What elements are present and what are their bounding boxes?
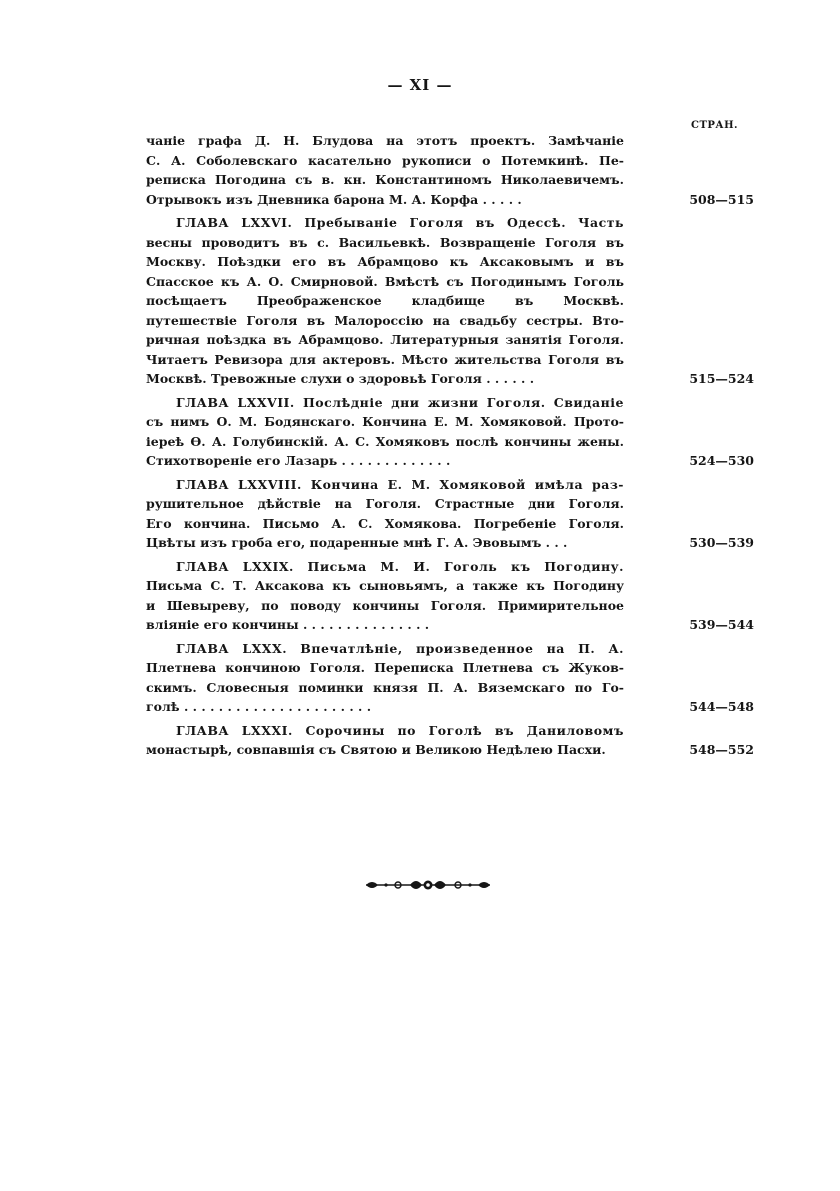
toc-line: Отрывокъ изъ Дневника барона М. А. Корфа . . . . . — [146, 191, 522, 207]
toc-line: чаніе графа Д. Н. Блудова на этотъ проектъ. Замѣчаніе — [146, 133, 624, 148]
toc-page-range: 548—552 — [689, 742, 754, 757]
toc-line: С. А. Соболевскаго касательно рукописи о Потемкинѣ. Пе- — [146, 152, 624, 168]
toc-line: весны проводитъ въ с. Васильевкѣ. Возвращеніе Гоголя въ — [146, 234, 624, 250]
toc-line: Плетнева кончиною Гоголя. Переписка Плетнева съ Жуков- — [146, 660, 624, 675]
toc-entry-text — [146, 131, 624, 209]
toc-entry — [146, 721, 754, 760]
toc-page-range: 530—539 — [689, 535, 754, 550]
toc-line: рушительное дѣйствіе на Гоголя. Страстные дни Гоголя. — [146, 496, 624, 511]
page-folio: — XI — — [387, 76, 453, 94]
toc-page-range: 544—548 — [689, 699, 754, 714]
toc-line: вліяніе его кончины . . . . . . . . . . . . . . . — [146, 617, 430, 632]
toc-line: монастырѣ, совпавшія съ Святою и Великою Недѣлею Пасхи. — [146, 742, 606, 757]
toc-line: іереѣ Ѳ. А. Голубинскій. А. С. Хомяковъ послѣ кончины жены. — [146, 433, 624, 449]
toc-line: ГЛАВА LXXVI. Пребываніе Гоголя въ Одессѣ. Часть — [176, 215, 624, 230]
toc-line: Цвѣты изъ гроба его, подаренные мнѣ Г. А. Эвовымъ . . . — [146, 535, 568, 550]
toc-line: ГЛАВА LXXXI. Сорочины по Гоголѣ въ Даниловомъ — [176, 722, 624, 738]
toc-entry-text — [146, 213, 624, 389]
toc-line: голѣ . . . . . . . . . . . . . . . . . . . . . . — [146, 699, 372, 714]
toc-line: Москвѣ. Тревожные слухи о здоровьѣ Гоголя . . . . . . — [146, 371, 535, 386]
toc-line: ГЛАВА LXXX. Впечатлѣніе, произведенное на П. А. — [176, 640, 624, 656]
toc-line: посѣщаетъ Преображенское кладбище въ Москвѣ. — [146, 293, 624, 308]
toc-entry-text — [146, 557, 624, 635]
toc-entry-text — [146, 721, 624, 760]
toc-line: ГЛАВА LXXIX. Письма М. И. Гоголь къ Погодину. — [176, 558, 624, 574]
toc-line: Читаетъ Ревизора для актеровъ. Мѣсто жительства Гоголя въ — [146, 351, 624, 367]
toc-line: ГЛАВА LXXVII. Послѣдніе дни жизни Гоголя. Свиданіе — [176, 394, 624, 410]
toc-line: и Шевыреву, по поводу кончины Гоголя. Примирительное — [146, 597, 624, 613]
toc-line: путешествіе Гоголя въ Малороссію на свадьбу сестры. Вто- — [146, 312, 624, 328]
pages-column-header: СТРАН. — [691, 120, 738, 131]
toc-line: скимъ. Словесныя поминки князя П. А. Вяземскаго по Го- — [146, 679, 624, 695]
toc-entry — [146, 131, 754, 209]
toc-page-range: 539—544 — [689, 617, 754, 632]
toc-line: Москву. Поѣздки его въ Абрамцово къ Аксаковымъ и въ — [146, 254, 624, 269]
toc-line: ричная поѣздка въ Абрамцово. Литературныя занятія Гоголя. — [146, 332, 624, 347]
toc-entry — [146, 557, 754, 635]
toc-entry-text — [146, 639, 624, 717]
toc-entry — [146, 393, 754, 471]
toc-entry — [146, 475, 754, 553]
decorative-ornament — [364, 875, 492, 895]
toc-line: Письма С. Т. Аксакова къ сыновьямъ, а также къ Погодину — [146, 578, 624, 593]
toc-line: съ нимъ О. М. Бодянскаго. Кончина Е. М. Хомяковой. Прото- — [146, 414, 624, 429]
toc-line: ГЛАВА LXXVIII. Кончина Е. М. Хомяковой имѣла раз- — [176, 476, 624, 492]
toc-page-range: 515—524 — [689, 371, 754, 386]
toc-line: Его кончина. Письмо А. С. Хомякова. Погребеніе Гоголя. — [146, 515, 624, 531]
toc-page-range: 524—530 — [689, 453, 754, 468]
toc-entry-text — [146, 475, 624, 553]
toc-entry — [146, 639, 754, 717]
toc-entry — [146, 213, 754, 389]
table-of-contents — [146, 131, 754, 764]
toc-line: реписка Погодина съ в. кн. Константиномъ Николаевичемъ. — [146, 172, 624, 187]
toc-line: Стихотвореніе его Лазарь . . . . . . . . . . . . . — [146, 453, 451, 468]
toc-page-range: 508—515 — [689, 191, 754, 207]
toc-line: Спасское къ А. О. Смирновой. Вмѣстѣ съ Погодинымъ Гоголь — [146, 273, 624, 289]
toc-entry-text — [146, 393, 624, 471]
